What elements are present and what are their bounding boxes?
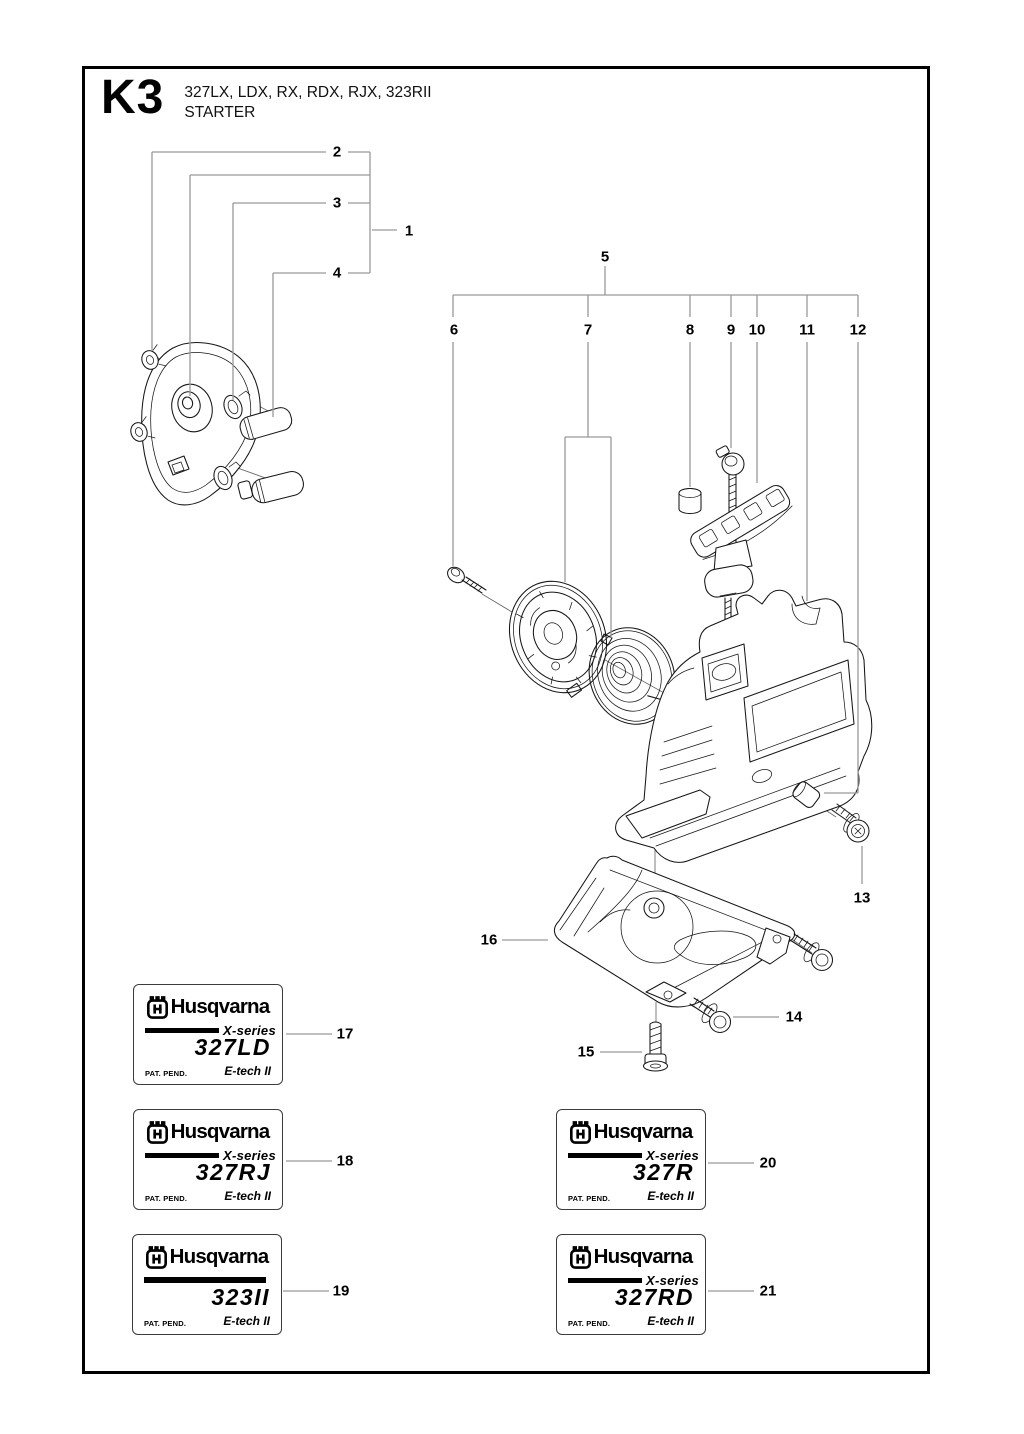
callout-18: 18 xyxy=(336,1152,354,1170)
screw-6-drawing xyxy=(445,564,486,593)
series-row xyxy=(145,1147,276,1163)
husqvarna-crown-icon xyxy=(146,1246,167,1269)
pat-pend-label: PAT. PEND. xyxy=(568,1194,611,1203)
callout-19: 19 xyxy=(332,1282,350,1300)
husqvarna-crown-icon xyxy=(570,1121,591,1144)
decal-footer xyxy=(145,1064,271,1078)
brand-wordmark: Husqvarna xyxy=(169,1245,269,1269)
brand-wordmark: Husqvarna xyxy=(593,1120,693,1144)
husqvarna-logo xyxy=(144,1246,270,1269)
section-code: K3 xyxy=(101,71,165,124)
husqvarna-crown-icon xyxy=(147,996,168,1019)
etech-label: E-tech II xyxy=(224,1064,271,1078)
callout-9: 9 xyxy=(726,321,736,339)
decal-323ii xyxy=(132,1234,282,1335)
decal-327r xyxy=(556,1109,706,1210)
callout-6: 6 xyxy=(449,321,459,339)
series-bar xyxy=(145,1153,219,1158)
callout-2: 2 xyxy=(332,143,342,161)
husqvarna-logo xyxy=(145,996,271,1019)
series-bar xyxy=(568,1153,642,1158)
husqvarna-logo xyxy=(145,1121,271,1144)
bushing-8-drawing xyxy=(679,489,701,514)
decal-327rd xyxy=(556,1234,706,1335)
etech-label: E-tech II xyxy=(224,1189,271,1203)
model-number: 327RD xyxy=(614,1284,694,1310)
series-label: X-series xyxy=(223,1147,276,1163)
title-models: 327LX, LDX, RX, RDX, RJX, 323RII xyxy=(184,84,432,101)
decal-327ld xyxy=(133,984,283,1085)
etech-label: E-tech II xyxy=(647,1314,694,1328)
callout-14: 14 xyxy=(785,1008,803,1026)
series-row xyxy=(568,1272,699,1288)
handle-bracket-assembly-drawing xyxy=(127,343,305,505)
husqvarna-crown-icon xyxy=(570,1246,591,1269)
pat-pend-label: PAT. PEND. xyxy=(145,1194,188,1203)
callout-7: 7 xyxy=(583,321,593,339)
brand-wordmark: Husqvarna xyxy=(593,1245,693,1269)
callout-13: 13 xyxy=(853,889,871,907)
series-label: X-series xyxy=(223,1022,276,1038)
series-bar xyxy=(568,1278,642,1283)
series-row xyxy=(145,1022,276,1038)
t-handle-drawing xyxy=(687,482,796,599)
screw-13-drawing xyxy=(832,804,869,842)
decal-footer xyxy=(568,1189,694,1203)
starter-housing-drawing xyxy=(616,590,872,862)
callout-12: 12 xyxy=(849,321,867,339)
callout-21: 21 xyxy=(759,1282,777,1300)
series-row xyxy=(568,1147,699,1163)
model-number: 327LD xyxy=(194,1034,271,1060)
etech-label: E-tech II xyxy=(647,1189,694,1203)
decal-327rj xyxy=(133,1109,283,1210)
series-row xyxy=(144,1276,270,1284)
series-bar xyxy=(145,1028,219,1033)
callout-15: 15 xyxy=(577,1043,595,1061)
decal-footer xyxy=(145,1189,271,1203)
husqvarna-crown-icon xyxy=(147,1121,168,1144)
model-number: 327RJ xyxy=(195,1159,271,1185)
callout-16: 16 xyxy=(480,931,498,949)
pat-pend-label: PAT. PEND. xyxy=(568,1319,611,1328)
callout-20: 20 xyxy=(759,1154,777,1172)
pat-pend-label: PAT. PEND. xyxy=(145,1069,188,1078)
callout-17: 17 xyxy=(336,1025,354,1043)
pat-pend-label: PAT. PEND. xyxy=(144,1319,187,1328)
husqvarna-logo xyxy=(568,1246,694,1269)
callout-8: 8 xyxy=(685,321,695,339)
model-number: 323II xyxy=(211,1284,270,1310)
callout-3: 3 xyxy=(332,194,342,212)
husqvarna-logo xyxy=(568,1121,694,1144)
series-label: X-series xyxy=(646,1272,699,1288)
screw-15-drawing xyxy=(644,1022,668,1071)
callout-10: 10 xyxy=(748,321,766,339)
series-label: X-series xyxy=(646,1147,699,1163)
brand-wordmark: Husqvarna xyxy=(170,1120,270,1144)
decal-footer xyxy=(144,1314,270,1328)
decal-footer xyxy=(568,1314,694,1328)
title-section: STARTER xyxy=(184,104,256,121)
starter-pulley-drawing xyxy=(493,567,624,712)
series-bar xyxy=(144,1277,266,1283)
brand-wordmark: Husqvarna xyxy=(170,995,270,1019)
etech-label: E-tech II xyxy=(223,1314,270,1328)
baseplate-drawing xyxy=(554,856,794,1007)
callout-1: 1 xyxy=(404,222,414,240)
callout-11: 11 xyxy=(799,321,815,339)
callout-4: 4 xyxy=(332,264,342,282)
callout-5: 5 xyxy=(600,248,610,266)
model-number: 327R xyxy=(633,1159,694,1185)
